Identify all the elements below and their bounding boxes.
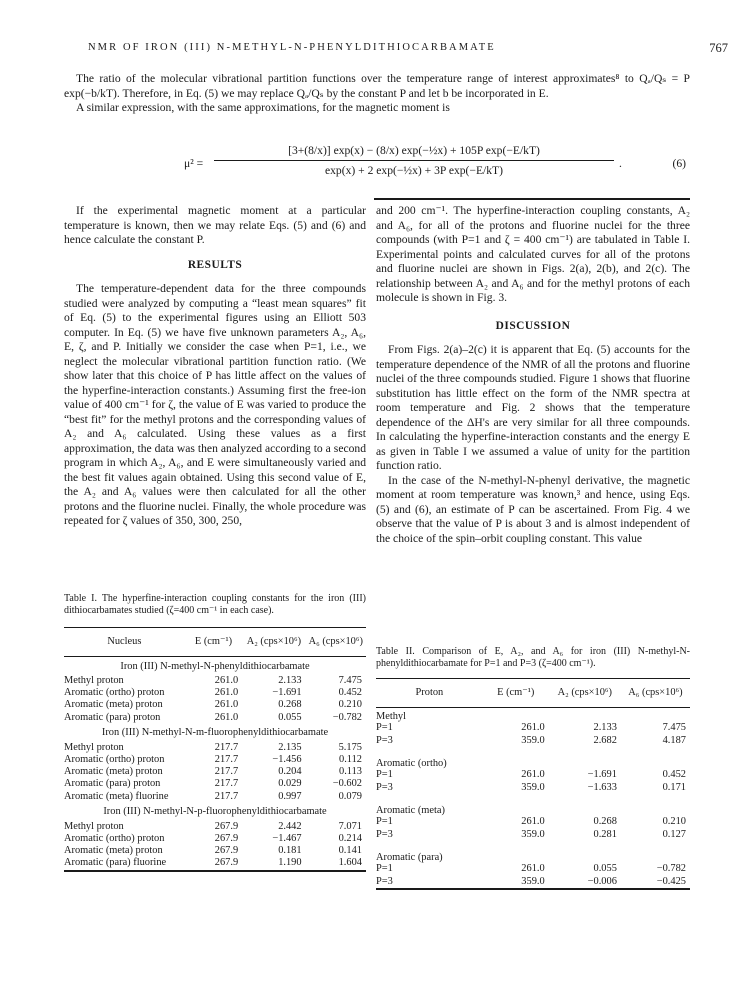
table-cell: 261.0 [521,722,545,733]
right-paragraph-2: From Figs. 2(a)–2(c) it is apparent that Eq. (5) accounts for the temperature dependence of the NMR of all the protons and fluorine nuclei of the three compounds studied. Figure 1 shows that fluorine substitution has little effect on the form of the NMR spectra at room temperature and Fig. 2 shows that the temperature dependence of the ΔH's are very similar for all three compounds. In calculating the hyperfine-interaction constants and the energy E as given in Table I we assumed a value of unity for the partition function ratio. [376,343,690,472]
table-cell: P=1 [376,722,393,733]
table-cell: Methyl proton [64,741,124,753]
table2-group-title: Methyl [376,711,407,722]
right-column [376,204,690,546]
table-cell: 2.133 [593,722,617,733]
table-row [376,735,690,748]
table-cell: 0.079 [338,790,362,802]
table-cell: Aromatic (meta) proton [64,845,163,857]
table-cell: 7.475 [662,722,686,733]
table-cell: 0.112 [339,754,362,766]
table-row [64,754,366,766]
table-cell: 0.055 [278,711,302,723]
table-cell: 0.214 [338,833,362,845]
table2-caption: Table II. Comparison of E, A₂, and A₆ for iron (III) N-methyl-N-phenyldithiocarbamate for P=1 and P=3 (ζ=400 cm⁻¹). [376,646,690,669]
table-cell: 2.135 [278,741,302,753]
right-paragraph-3: In the case of the N-methyl-N-phenyl derivative, the magnetic moment at room temperature was known,³ and hence, using Eqs. (5) and (6), an estimate of P can be ascertained. From Fig. 4 we observe that the value of P is about 3 and is almost independent of the choice of the spin–orbit coupling constant. This value [376,473,690,545]
table1-group-title: Iron (III) N-methyl-N-m-fluorophenyldithiocarbamate [101,727,329,739]
table-cell: 217.7 [214,754,239,766]
table2-group-title: Aromatic (ortho) [376,758,447,769]
table1-col-header: Nucleus [64,628,185,657]
table-cell: P=3 [376,734,393,746]
table-row [64,687,366,699]
table-cell: 217.7 [214,790,239,802]
table-cell: 2.682 [593,734,617,746]
table-row [64,857,366,870]
left-paragraph-1: If the experimental magnetic moment at a particular temperature is known, then we may relate Eqs. (5) and (6) and hence calculate the constant P. [64,204,366,246]
equation-6 [64,143,690,185]
table-cell: 0.113 [339,766,362,778]
table-row [64,791,366,803]
table-cell: 0.210 [338,699,362,711]
table-cell: Methyl proton [64,675,124,686]
fraction-bar [214,160,614,161]
table-cell: 261.0 [214,711,239,723]
table-cell: 359.0 [521,875,545,887]
table-cell: 0.281 [593,828,617,840]
table-cell: −0.006 [587,875,617,887]
table-cell: −1.691 [587,769,617,780]
table-cell: 267.9 [214,845,239,857]
table-cell: 217.7 [214,766,239,778]
table-cell: Aromatic (para) fluorine [64,857,167,869]
table-cell: 2.442 [278,820,302,832]
table-cell: 359.0 [521,828,545,840]
table-cell: 7.071 [338,820,362,832]
table-cell: Aromatic (ortho) proton [64,687,165,699]
table-cell: Aromatic (ortho) proton [64,833,165,845]
table-cell: 261.0 [521,816,545,827]
table-cell: 267.9 [214,820,239,832]
intro-text [64,72,690,116]
table1-header-row [64,628,366,657]
table-row [376,722,690,735]
table-row [64,778,366,790]
table-cell: P=3 [376,781,393,793]
equation-denominator: exp(x) + 2 exp(−½x) + 3P exp(−E/kT) [324,164,503,177]
table-row [376,876,690,890]
page-number: 767 [709,41,728,55]
equation-lhs: μ² = [184,157,204,170]
table-cell: −0.782 [332,711,362,723]
table-cell: 5.175 [338,741,362,753]
table-cell: −0.425 [656,875,686,887]
table-cell: 0.141 [338,845,362,857]
table-row [376,829,690,842]
table-cell: 261.0 [214,675,239,686]
table-cell: 267.9 [214,857,239,869]
table-cell: −1.633 [587,781,617,793]
table-cell: 261.0 [214,699,239,711]
table-cell: P=3 [376,828,393,840]
table-row [376,816,690,829]
results-heading: RESULTS [187,258,243,271]
page-header [88,42,728,56]
intro-paragraph-2: A similar expression, with the same approximations, for the magnetic moment is [76,101,450,115]
table-cell: 359.0 [521,734,545,746]
table-cell: 0.204 [278,766,302,778]
table1 [64,627,366,872]
left-paragraph-2: The temperature-dependent data for the three compounds studied were analyzed by computing a “least mean squares” fit of Eq. (5) to the experimental figures using an Elliott 503 computer. In Eq. (5) we have five unknown parameters A₂, A₆, E, ζ, and P. Initially we consider the case when P=1, i.e., we neglect the molecular vibrational partition function ratio. (We show later that this choice of P has little affect on the values of the hyperfine-interaction constants.) Assuming first the free-ion value of 400 cm⁻¹ for ζ, the value of E was varied to produce the “best fit” for the methyl protons and the corresponding values of A₂ and A₆ calculated. Using these values as a first approximation, the data was then analyzed according to a second program in which A₂, A₆, and E were simultaneously varied and the best fit values again obtained. Using this second value of E, the A₂ and A₆ values were then calculated for all the other protons and the fluorine nuclei. Finally, the whole procedure was repeated for ζ values of 350, 300, 250, [64,282,366,527]
table-cell: P=1 [376,769,393,780]
table-cell: 4.187 [662,734,686,746]
table-cell: Aromatic (meta) proton [64,699,163,711]
table2-col-header: E (cm⁻¹) [483,679,549,708]
table-row [376,782,690,795]
table-cell: Aromatic (para) proton [64,711,161,723]
table2 [376,678,690,890]
equation-numerator: [3+(8/x)] exp(x) − (8/x) exp(−½x) + 105P exp(−E/kT) [288,144,540,157]
table-cell: 0.452 [662,769,686,780]
table-cell: Aromatic (para) proton [64,778,161,790]
equation-period: . [619,157,622,170]
table-row [64,766,366,778]
table-row [64,845,366,857]
table-cell: 0.171 [662,781,686,793]
table-cell: 0.268 [278,699,302,711]
table-cell: 261.0 [214,687,239,699]
table-cell: 0.210 [662,816,686,827]
table-cell: −1.691 [272,687,302,699]
table-cell: 0.029 [278,778,302,790]
table-cell: 1.190 [278,857,302,869]
table2-group-title: Aromatic (meta) [376,805,445,816]
table-cell: 261.0 [521,863,545,874]
table-row [64,712,366,724]
table-row [64,699,366,711]
table1-group-title: Iron (III) N-methyl-N-p-fluorophenyldithiocarbamate [103,806,327,818]
table-cell: −1.467 [272,833,302,845]
table-cell: 261.0 [521,769,545,780]
table-cell: P=1 [376,816,393,827]
table2-header-row [376,679,690,708]
table-cell: 0.055 [593,863,617,874]
right-paragraph-1: and 200 cm⁻¹. The hyperfine-interaction coupling constants, A₂ and A₆, for all of the protons and fluorine nuclei for the three compounds (with P=1 and ζ = 400 cm⁻¹) are tabulated in Table I. Experimental points and calculated curves for all of the protons and fluorine nuclei are shown in Figs. 2(a), 2(b), and 2(c). The relationship between A₂ and A₆ and for the methyl protons of each molecule is shown in Fig. 3. [376,204,690,304]
table-cell: Aromatic (meta) proton [64,766,163,778]
table-row [64,833,366,845]
table-row [376,863,690,876]
table-cell: 2.133 [278,675,302,686]
table-cell: 0.997 [278,790,302,802]
table-cell: 7.475 [338,675,362,686]
table1-group-title: Iron (III) N-methyl-N-phenyldithiocarbamate [120,660,310,672]
table-cell: 0.268 [593,816,617,827]
table-cell: 0.127 [662,828,686,840]
table1-col-header: A₂ (cps×10⁶) [242,628,305,657]
table-cell: 1.604 [338,857,362,869]
table1-col-header: E (cm⁻¹) [185,628,242,657]
table2-col-header: A₂ (cps×10⁶) [549,679,621,708]
right-column-top-rule [374,198,690,200]
table-cell: P=1 [376,863,393,874]
table2-col-header: A₆ (cps×10⁶) [621,679,690,708]
table2-group-title: Aromatic (para) [376,852,443,863]
table-row [64,675,366,687]
table-cell: P=3 [376,875,393,887]
discussion-heading: DISCUSSION [495,319,571,332]
table-cell: Aromatic (ortho) proton [64,754,165,766]
equation-number: (6) [672,157,686,170]
table-cell: 267.9 [214,833,239,845]
table-cell: −1.456 [272,754,302,766]
table-row [64,742,366,754]
table-cell: 217.7 [214,778,239,790]
table-cell: Methyl proton [64,820,124,832]
table-cell: 217.7 [214,741,239,753]
table-row [64,821,366,833]
table-cell: 0.452 [338,687,362,699]
table1-col-header: A₆ (cps×10⁶) [306,628,366,657]
running-head: NMR OF IRON (III) N-METHYL-N-PHENYLDITHIOCARBAMATE [88,42,496,53]
table-cell: 0.181 [278,845,302,857]
table1-caption: Table I. The hyperfine-interaction coupling constants for the iron (III) dithiocarbamates studied (ζ=400 cm⁻¹ in each case). [64,593,366,616]
left-column [64,204,366,529]
table-row [376,769,690,782]
intro-paragraph-1: The ratio of the molecular vibrational partition functions over the temperature range of interest approximates⁸ to Qₐ/Qₛ = P exp(−b/kT). Therefore, in Eq. (5) we may replace Qₐ/Qₛ by the constant P and let b be incorporated in E. [64,72,690,100]
table2-col-header: Proton [376,679,483,708]
table-cell: 359.0 [521,781,545,793]
table-cell: Aromatic (meta) fluorine [64,790,169,802]
table-cell: −0.602 [332,778,362,790]
table-cell: −0.782 [656,863,686,874]
